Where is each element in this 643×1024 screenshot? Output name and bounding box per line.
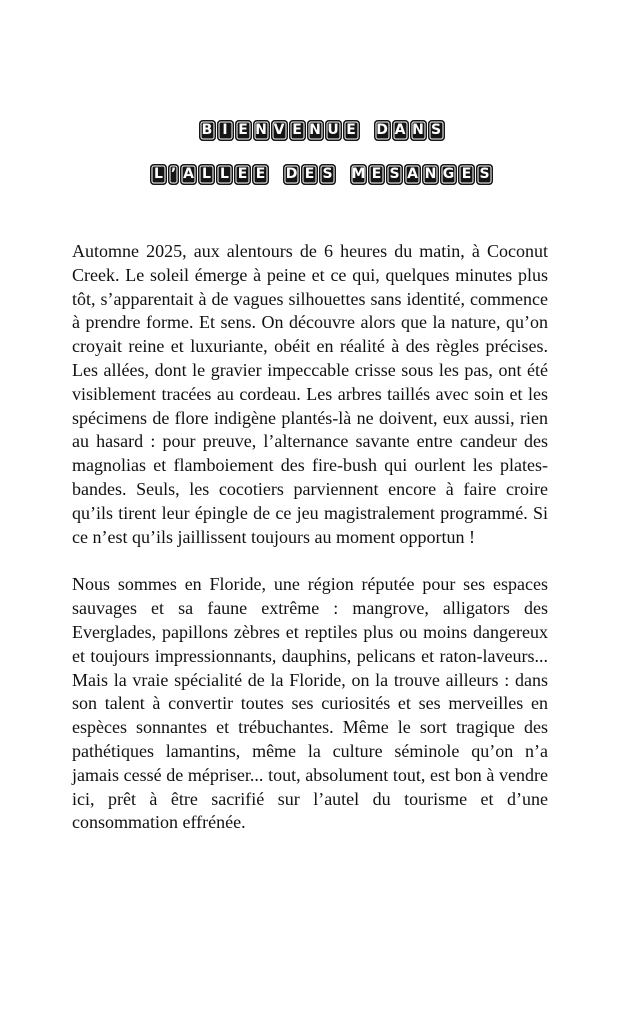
chapter-title-line-1: B I E N V E N U E D A N S <box>0 115 643 145</box>
paragraph-2: Nous sommes en Floride, une région réputée pour ses espaces sauvages et sa faune extrême : mangrove, alligators des Everglades, papillons zèbres et reptiles plus ou moins dangereux et toujours impressionnants, dauphins, pelicans et raton-laveurs... Mais la vraie spécialité de la Floride, on la trouve ailleurs : dans son talent à convertir toutes ses curiosités et ses merveilles en espèces sonnantes et trébuchantes. Même le sort tragique des pathétiques lamantins, même la culture séminole qu’on n’a jamais cessé de mépriser... tout, absolument tout, est bon à vendre ici, prêt à être sacrifié sur l’autel du tourisme et d’une consommation effrénée. <box>72 574 548 833</box>
paragraph-1: Automne 2025, aux alentours de 6 heures du matin, à Coconut Creek. Le soleil émerge à peine et ce qui, quelques minutes plus tôt, s’apparentait à de vagues silhouettes sans identité, commence à prendre forme. Et sens. On découvre alors que la nature, qu’on croyait reine et luxuriante, obéit en réalité à des règles précises. Les allées, dont le gravier impeccable crisse sous les pas, ont été visiblement tracées au cordeau. Les arbres taillés avec soin et les spécimens de flore indigène plantés-là ne doivent, eux aussi, rien au hasard : pour preuve, l’alternance savante entre candeur des magnolias et flamboiement des fire-bush qui ourlent les plates-bandes. Seuls, les cocotiers parviennent encore à faire croire qu’ils tirent leur épingle de ce jeu magistralement programmé. Si ce n’est qu’ils jaillissent toujours au moment opportun ! <box>72 241 548 547</box>
chapter-title-line-2: L ’ A L L E E D E S M E S A N G E S <box>0 159 643 189</box>
body-text <box>72 240 548 859</box>
